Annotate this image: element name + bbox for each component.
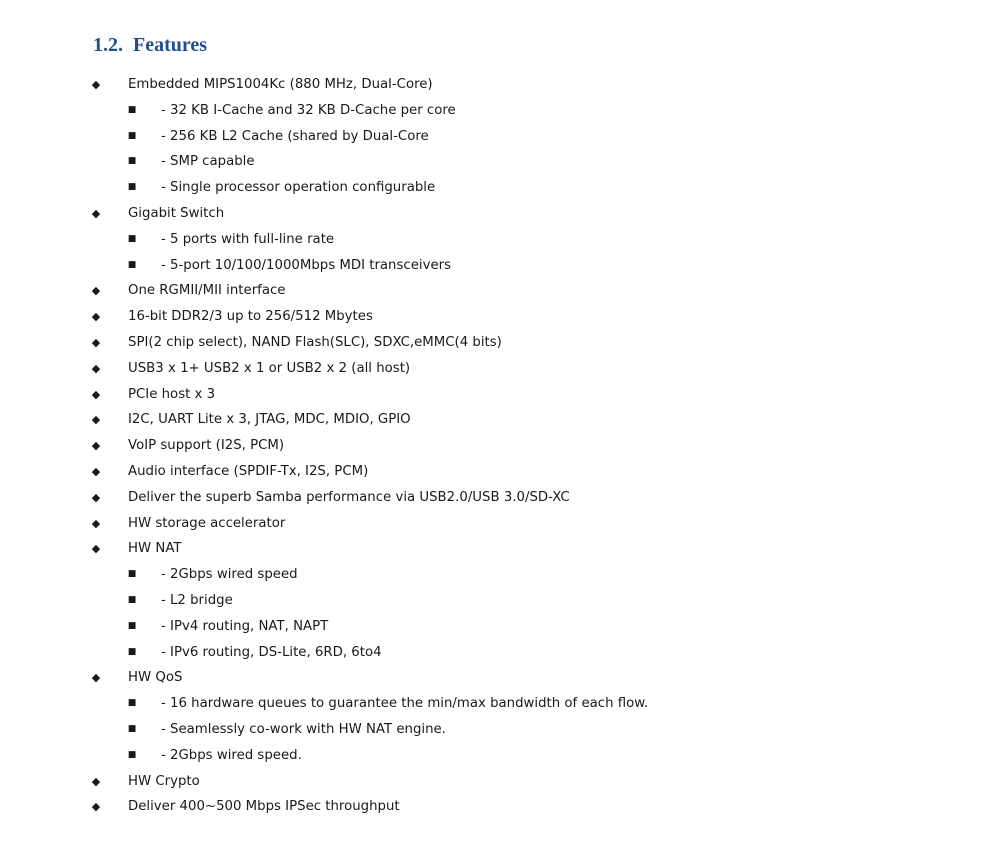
square-bullet-icon: ■ — [127, 156, 137, 167]
feature-text: One RGMII/MII interface — [128, 283, 286, 299]
feature-subitem — [0, 640, 986, 666]
diamond-bullet-icon: ◆ — [91, 490, 101, 504]
square-bullet-icon: ■ — [127, 620, 137, 631]
feature-text: - 5 ports with full-line rate — [161, 231, 335, 247]
feature-subitem — [0, 691, 986, 717]
square-bullet-icon: ■ — [127, 698, 137, 709]
diamond-bullet-icon: ◆ — [91, 284, 101, 298]
feature-text: SPI(2 chip select), NAND Flash(SLC), SDXC,eMMC(4 bits) — [128, 334, 502, 350]
diamond-bullet-icon: ◆ — [91, 542, 101, 556]
feature-text: VoIP support (I2S, PCM) — [128, 438, 285, 454]
feature-subitem — [0, 717, 986, 743]
feature-text: HW QoS — [128, 670, 183, 686]
feature-text: I2C, UART Lite x 3, JTAG, MDC, MDIO, GPIO — [128, 412, 411, 428]
feature-item — [0, 278, 986, 304]
square-bullet-icon: ■ — [127, 130, 137, 141]
diamond-bullet-icon: ◆ — [91, 671, 101, 685]
feature-item — [0, 485, 986, 511]
feature-subitem — [0, 614, 986, 640]
diamond-bullet-icon: ◆ — [91, 413, 101, 427]
feature-item — [0, 433, 986, 459]
feature-subitem — [0, 562, 986, 588]
features-list — [0, 72, 986, 820]
feature-item — [0, 459, 986, 485]
feature-text: - IPv6 routing, DS-Lite, 6RD, 6to4 — [161, 644, 382, 660]
square-bullet-icon: ■ — [127, 104, 137, 115]
diamond-bullet-icon: ◆ — [91, 774, 101, 788]
diamond-bullet-icon: ◆ — [91, 335, 101, 349]
feature-text: 16-bit DDR2/3 up to 256/512 Mbytes — [128, 309, 373, 325]
feature-item — [0, 665, 986, 691]
feature-subitem — [0, 149, 986, 175]
diamond-bullet-icon: ◆ — [91, 800, 101, 814]
section-heading — [93, 34, 207, 57]
diamond-bullet-icon: ◆ — [91, 206, 101, 220]
square-bullet-icon: ■ — [127, 259, 137, 270]
feature-text: Gigabit Switch — [128, 205, 225, 221]
feature-item — [0, 382, 986, 408]
square-bullet-icon: ■ — [127, 233, 137, 244]
feature-text: PCIe host x 3 — [128, 386, 216, 402]
diamond-bullet-icon: ◆ — [91, 387, 101, 401]
diamond-bullet-icon: ◆ — [91, 464, 101, 478]
feature-text: - Seamlessly co-work with HW NAT engine. — [161, 721, 446, 737]
feature-subitem — [0, 588, 986, 614]
square-bullet-icon: ■ — [127, 646, 137, 657]
feature-text: - Single processor operation configurable — [161, 180, 436, 196]
feature-subitem — [0, 175, 986, 201]
feature-text: - 32 KB I-Cache and 32 KB D-Cache per core — [161, 102, 456, 118]
feature-text: USB3 x 1+ USB2 x 1 or USB2 x 2 (all host) — [128, 360, 411, 376]
feature-item — [0, 407, 986, 433]
feature-subitem — [0, 743, 986, 769]
square-bullet-icon: ■ — [127, 569, 137, 580]
feature-text: Deliver 400~500 Mbps IPSec throughput — [128, 799, 400, 815]
section-number: 1.2. — [93, 34, 123, 56]
feature-subitem — [0, 98, 986, 124]
feature-text: Embedded MIPS1004Kc (880 MHz, Dual-Core) — [128, 77, 433, 92]
feature-text: - 2Gbps wired speed. — [161, 747, 302, 763]
diamond-bullet-icon: ◆ — [91, 310, 101, 324]
feature-item — [0, 330, 986, 356]
feature-text: HW NAT — [128, 541, 182, 557]
feature-text: - 5-port 10/100/1000Mbps MDI transceivers — [161, 257, 452, 273]
feature-text: - L2 bridge — [161, 592, 233, 608]
section-title: Features — [133, 34, 208, 56]
feature-text: - 2Gbps wired speed — [161, 567, 298, 583]
feature-item — [0, 201, 986, 227]
diamond-bullet-icon: ◆ — [91, 516, 101, 530]
feature-text: HW storage accelerator — [128, 515, 286, 531]
diamond-bullet-icon: ◆ — [91, 439, 101, 453]
feature-subitem — [0, 227, 986, 253]
feature-text: - 256 KB L2 Cache (shared by Dual-Core — [161, 128, 429, 144]
feature-text: - IPv4 routing, NAT, NAPT — [161, 618, 329, 634]
feature-subitem — [0, 124, 986, 150]
diamond-bullet-icon: ◆ — [91, 361, 101, 375]
feature-text: - 16 hardware queues to guarantee the min/max bandwidth of each flow. — [161, 696, 649, 712]
feature-item — [0, 536, 986, 562]
feature-text: Deliver the superb Samba performance via USB2.0/USB 3.0/SD-XC — [128, 489, 570, 505]
feature-text: - SMP capable — [161, 154, 255, 170]
feature-item — [0, 304, 986, 330]
feature-text: Audio interface (SPDIF-Tx, I2S, PCM) — [128, 463, 369, 479]
square-bullet-icon: ■ — [127, 182, 137, 193]
feature-item — [0, 511, 986, 537]
feature-item — [0, 356, 986, 382]
square-bullet-icon: ■ — [127, 594, 137, 605]
feature-subitem — [0, 253, 986, 279]
diamond-bullet-icon: ◆ — [91, 78, 101, 91]
feature-item — [0, 794, 986, 820]
square-bullet-icon: ■ — [127, 749, 137, 760]
feature-item — [0, 769, 986, 795]
feature-item — [0, 72, 986, 98]
feature-text: HW Crypto — [128, 773, 200, 789]
square-bullet-icon: ■ — [127, 723, 137, 734]
